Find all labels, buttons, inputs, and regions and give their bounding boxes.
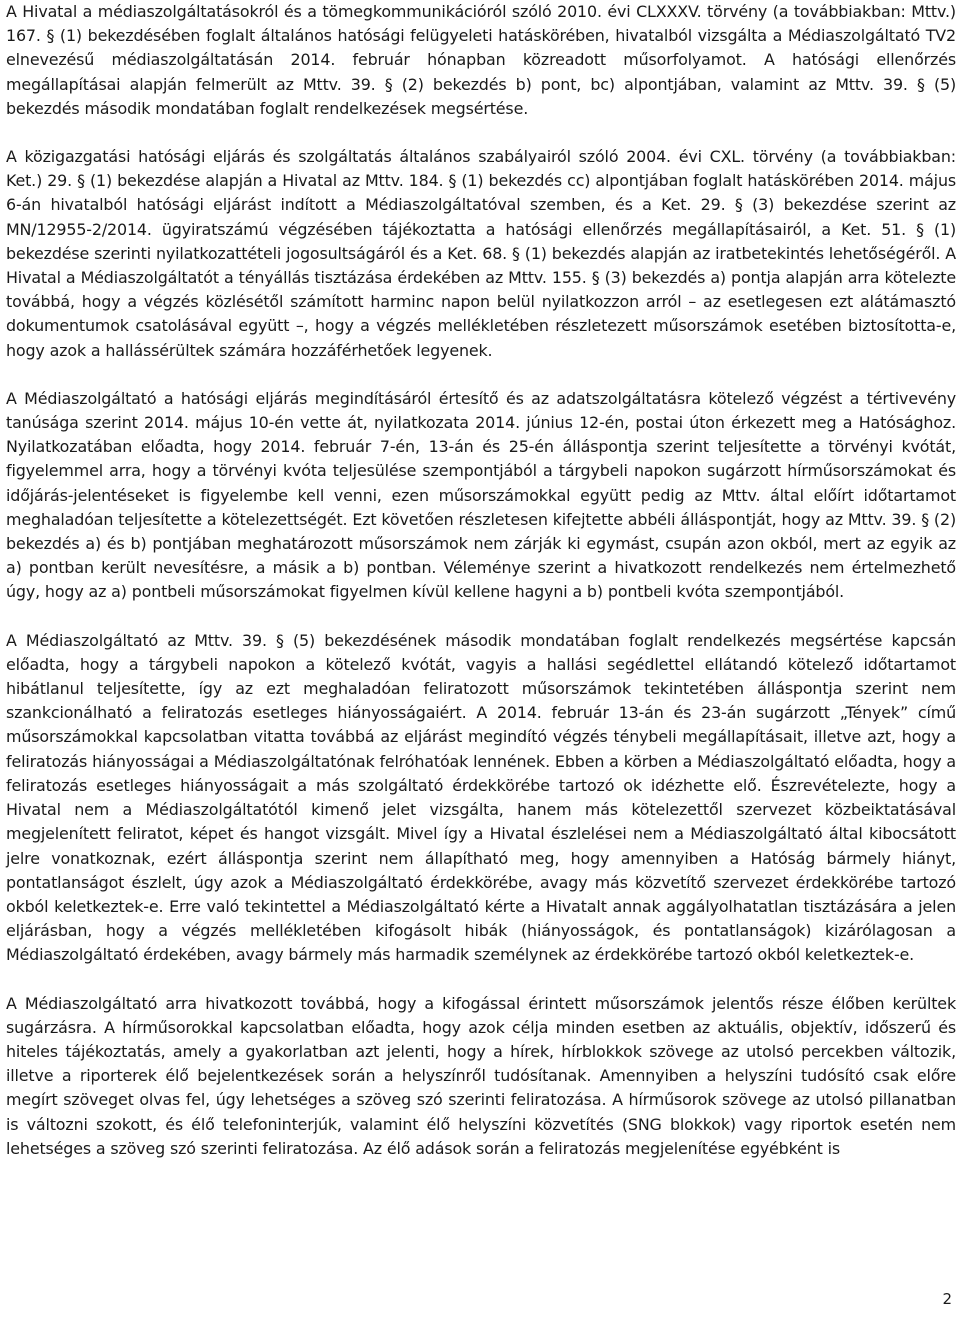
document-body	[6, 0, 956, 1161]
paragraph-1: A Hivatal a médiaszolgáltatásokról és a tömegkommunikációról szóló 2010. évi CLXXXV. törvény (a továbbiakban: Mttv.) 167. § (1) bekezdésében foglalt általános hatósági felügyeleti hatáskörében, hivatalból vizsgálta a Médiaszolgáltató TV2 elnevezésű médiaszolgáltatásán 2014. február hónapban közreadott műsorfolyamot. A hatósági ellenőrzés megállapításai alapján felmerült az Mttv. 39. § (2) bekezdés b) pont, bc) alpontjában, valamint az Mttv. 39. § (5) bekezdés második mondatában foglalt rendelkezések megsértése.	[6, 2, 956, 118]
paragraph-3: A Médiaszolgáltató a hatósági eljárás megindításáról értesítő és az adatszolgáltatásra kötelező végzést a tértivevény tanúsága szerint 2014. május 10-én vette át, nyilatkozata 2014. június 12-én, postai úton érkezett meg a Hatósághoz. Nyilatkozatában előadta, hogy 2014. február 7-én, 13-án és 25-én álláspontja szerint teljesítette a törvényi kvótát, figyelemmel arra, hogy a törvényi kvóta teljesülése szempontjából a tárgybeli napokon sugárzott hírműsorszámokat és időjárás-jelentéseket is figyelembe kell venni, ezen műsorszámokkal együtt pedig az Mttv. által előírt időtartamot meghaladóan teljesítette a kötelezettségét. Ezt követően részletesen kifejtette abbéli álláspontját, hogy az Mttv. 39. § (2) bekezdés a) és b) pontjában meghatározott műsorszámok nem zárják ki egymást, csupán azon okból, mert az egyik az a) pontban került nevesítésre, a másik a b) pontban. Véleménye szerint a hivatkozott rendelkezés nem értelmezhető úgy, hogy az a) pontbeli műsorszámokat figyelmen kívül kellene hagyni a b) pontbeli kvóta szempontjából.	[6, 388, 956, 602]
paragraph-2: A közigazgatási hatósági eljárás és szolgáltatás általános szabályairól szóló 2004. évi CXL. törvény (a továbbiakban: Ket.) 29. § (1) bekezdése alapján a Hivatal az Mttv. 184. § (1) bekezdés cc) alpontjában foglalt hatáskörében 2014. május 6-án hivatalból hatósági eljárást indított a Médiaszolgáltatóval szemben, és a Ket. 29. § (3) bekezdése szerint az MN/12955-2/2014. ügyiratszámú végzésében tájékoztatta a hatósági ellenőrzés megállapításairól, a Ket. 51. § (1) bekezdése szerinti nyilatkozattételi jogosultságáról és a Ket. 68. § (1) bekezdés alapján az iratbetekintés lehetőségéről. A Hivatal a Médiaszolgáltatót a tényállás tisztázása érdekében az Mttv. 155. § (3) bekezdés a) pontja alapján arra kötelezte továbbá, hogy a végzés közlésétől számított harminc napon belül nyilatkozzon arról – az esetlegesen ezt alátámasztó dokumentumok csatolásával együtt –, hogy a végzés mellékletében részletezett műsorszámok esetében biztosította-e, hogy azok a hallássérültek számára hozzáférhetőek legyenek.	[6, 147, 956, 360]
paragraph-5: A Médiaszolgáltató arra hivatkozott továbbá, hogy a kifogással érintett műsorszámok jelentős része élőben kerültek sugárzásra. A hírműsorokkal kapcsolatban előadta, hogy azok célja minden esetben az aktuális, objektív, időszerű és hiteles tájékoztatás, amely a gyakorlatban azt jelenti, hogy a hírek, hírblokkok szövege az utolsó percekben változik, illetve a riporterek élő bejelentkezések során a helyszínről tudósítanak. Amennyiben a helyszíni tudósító csak előre megírt szöveget olvas fel, úgy lehetséges a szöveg szó szerinti feliratozása. A hírműsorok szövege az utolsó pillanatban is változni szokott, és élő telefoninterjúk, valamint élő helyszíni közvetítés (SNG blokkok) vagy riportok esetén nem lehetséges a szöveg szó szerinti feliratozása. Az élő adások során a feliratozás megjelenítése egyébként is	[6, 993, 956, 1158]
page-number: 2	[942, 1290, 952, 1308]
paragraph-4: A Médiaszolgáltató az Mttv. 39. § (5) bekezdésének második mondatában foglalt rendelkezés megsértése kapcsán előadta, hogy a tárgybeli napokon a kötelező kvótát, vagyis a hallási segédlettel ellátandó kötelező időtartamot hibátlanul teljesítette, így az ezt meghaladóan feliratozott műsorszámok tekintetében álláspontja szerint nem szankcionálható a feliratozás esetleges hiányosságaiért. A 2014. február 13-án és 23-án sugárzott „Tények” című műsorszámokkal kapcsolatban vitatta továbbá az eljárást megindító végzés ténybeli megállapításait, illetve azt, hogy a feliratozás hiányosságai a Médiaszolgáltatónak felróhatóak lennének. Ebben a körben a Médiaszolgáltató előadta, hogy a feliratozás esetleges hiányosságait a más szolgáltató érdekkörébe tartozó ok idézhette elő. Észrevételezte, hogy a Hivatal nem a Médiaszolgáltatótól kimenő jelet vizsgálta, hanem más kötelezettől szervezet közbeiktatásával megjelenített feliratot, képet és hangot vizsgált. Mivel így a Hivatal észlelései nem a Médiaszolgáltató által kibocsátott jelre vonatkoznak, ezért álláspontja szerint nem állapítható meg, hogy amennyiben a Hatóság bármely hiányt, pontatlanságot észlelt, úgy azok a Médiaszolgáltató érdekkörébe, avagy más közvetítő szervezet érdekkörébe tartozó okból keletkeztek-e. Erre való tekintettel a Médiaszolgáltató kérte a Hivatalt annak aggályolhatatlan tisztázására a jelen eljárásban, hogy a végzés mellékletében kifogásolt hibák (hiányosságok, és pontatlanságok) kizárólagosan a Médiaszolgáltató érdekében, avagy bármely más harmadik személynek az érdekkörébe tartozó okból keletkeztek-e.	[6, 630, 956, 965]
